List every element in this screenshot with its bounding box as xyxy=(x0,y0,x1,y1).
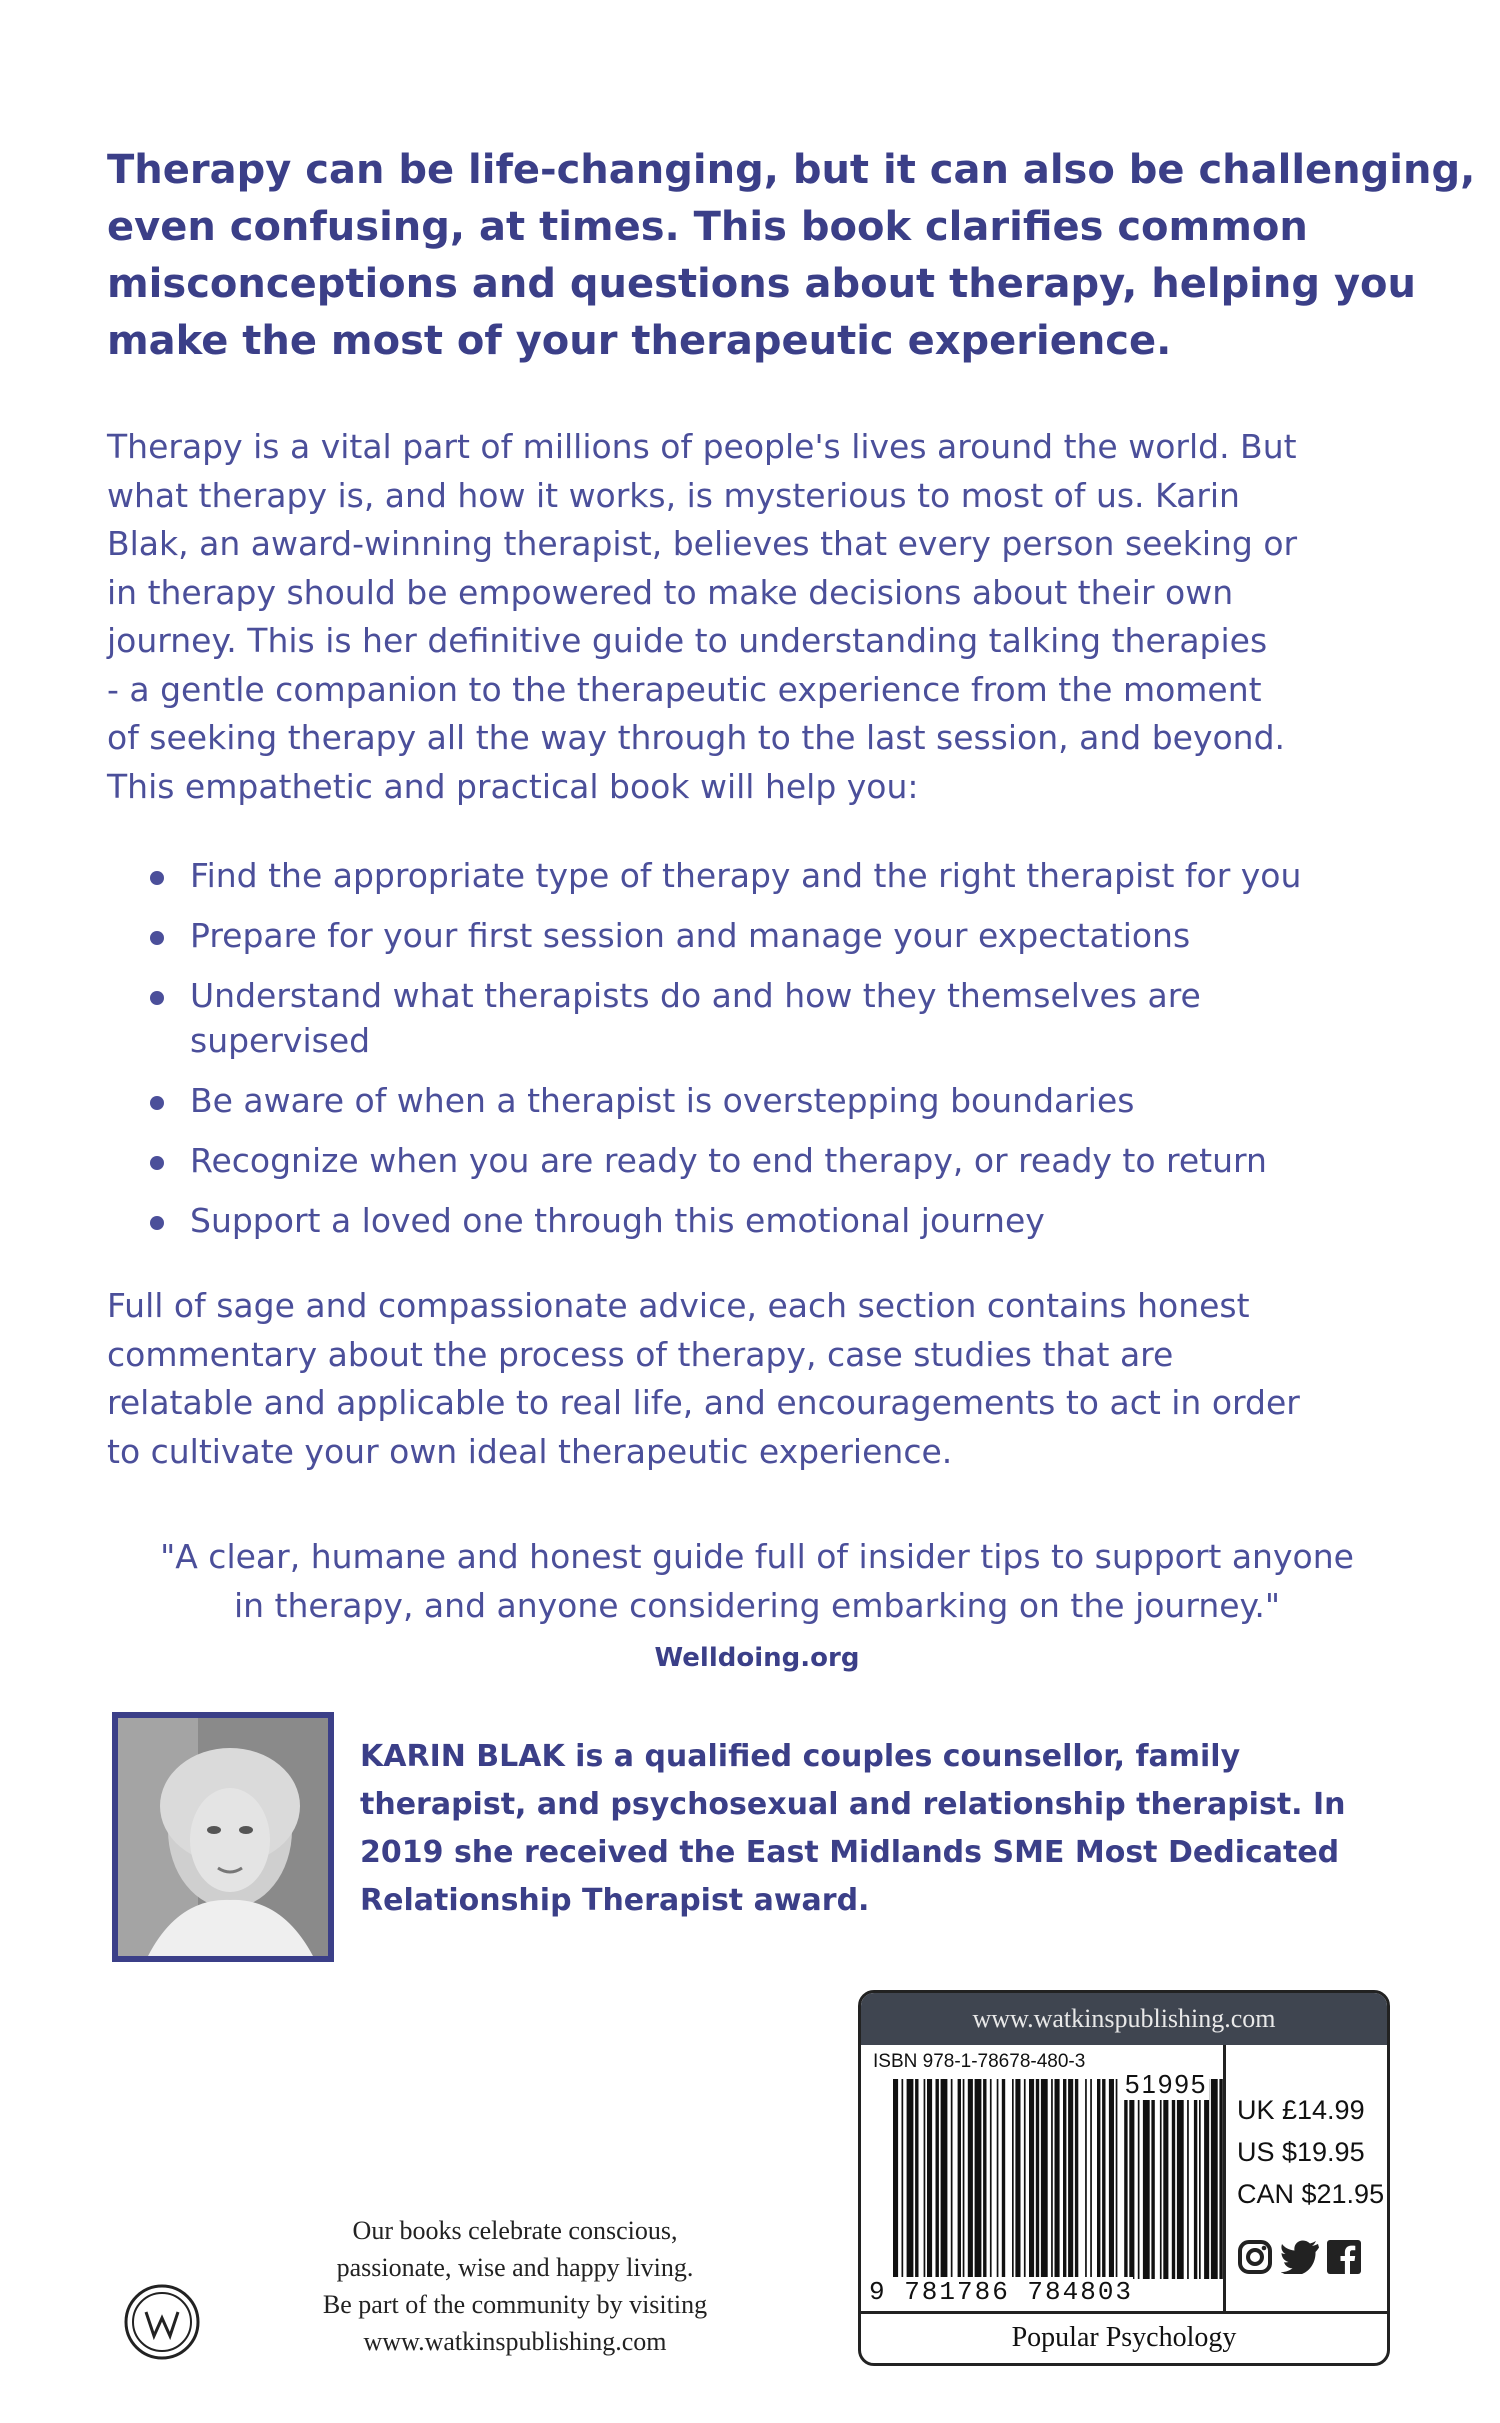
list-item: Find the appropriate type of therapy and the right therapist for you xyxy=(150,853,1380,898)
publisher-website: www.watkinspublishing.com xyxy=(861,1993,1387,2045)
barcode-bar xyxy=(1138,2079,1140,2279)
barcode-bar xyxy=(893,2079,898,2279)
barcode-bar xyxy=(975,2079,982,2279)
price-us: US $19.95 xyxy=(1237,2137,1365,2167)
barcode-bar xyxy=(1116,2079,1118,2279)
quote-line: in therapy, and anyone considering embarking on the journey." xyxy=(233,1586,1281,1625)
barcode-bar xyxy=(1029,2079,1034,2279)
barcode-bar xyxy=(990,2079,992,2279)
author-photo xyxy=(112,1712,334,1962)
list-item: Recognize when you are ready to end therapy, or ready to return xyxy=(150,1138,1380,1183)
intro-line: of seeking therapy all the way through to the last session, and beyond. xyxy=(107,718,1286,757)
list-item: Understand what therapists do and how they themselves are supervised xyxy=(150,973,1240,1063)
barcode-bar xyxy=(1024,2079,1026,2279)
price-uk: UK £14.99 xyxy=(1237,2095,1365,2125)
barcode-bar xyxy=(1204,2079,1209,2279)
barcode-bar xyxy=(1143,2079,1150,2279)
price-list xyxy=(1237,2089,1385,2215)
bullet-icon xyxy=(150,1156,164,1170)
barcode-bar xyxy=(997,2079,999,2279)
list-item: Support a loved one through this emotional journey xyxy=(150,1198,1380,1243)
barcode-bar xyxy=(1002,2079,1005,2279)
intro-line: what therapy is, and how it works, is mysterious to most of us. Karin xyxy=(107,475,1240,515)
barcode-bar xyxy=(924,2079,926,2279)
barcode-bar xyxy=(1055,2079,1060,2279)
barcode-bar xyxy=(1211,2079,1218,2279)
tagline-line: www.watkinspublishing.com xyxy=(363,2327,667,2356)
barcode-bar xyxy=(927,2079,932,2279)
social-icons xyxy=(1237,2237,1361,2277)
barcode-bar xyxy=(963,2079,965,2279)
headline xyxy=(107,142,1476,370)
intro-line: Therapy is a vital part of millions of people's lives around the world. But xyxy=(107,427,1297,466)
watkins-logo-icon xyxy=(122,2282,202,2362)
intro-line: - a gentle companion to the therapeutic experience from the moment xyxy=(107,669,1262,709)
barcode-panel xyxy=(858,1990,1390,2366)
list-item: Be aware of when a therapist is overstepping boundaries xyxy=(150,1078,1380,1123)
barcode-bar xyxy=(1187,2079,1189,2279)
barcode-bar xyxy=(907,2079,914,2279)
bullet-icon xyxy=(150,991,164,1005)
price-can: CAN $21.95 xyxy=(1237,2179,1385,2209)
twitter-icon xyxy=(1281,2240,1319,2274)
barcode-bar xyxy=(1160,2079,1162,2279)
summary-line: to cultivate your own ideal therapeutic experience. xyxy=(107,1431,953,1471)
author-portrait-icon xyxy=(118,1718,328,1956)
barcode-bar xyxy=(1068,2079,1073,2279)
barcode-bar xyxy=(1163,2079,1168,2279)
headline-line: misconceptions and questions about therapy, helping you xyxy=(107,261,1416,307)
bio-line: therapist, and psychosexual and relationship therapist. In xyxy=(360,1787,1346,1822)
ean-number: 9 781786 784803 xyxy=(869,2277,1134,2307)
barcode-bar xyxy=(1085,2079,1087,2279)
barcode-bar xyxy=(1097,2079,1100,2279)
barcode-icon xyxy=(893,2079,1223,2279)
barcode-bar xyxy=(1172,2079,1175,2279)
publisher-tagline xyxy=(305,2212,725,2360)
barcode-bar xyxy=(1051,2079,1053,2279)
barcode-bar xyxy=(1075,2079,1078,2279)
summary-paragraph xyxy=(107,1282,1407,1476)
barcode-bar xyxy=(941,2079,948,2279)
barcode-bar xyxy=(1194,2079,1197,2279)
facebook-icon xyxy=(1327,2240,1361,2274)
summary-line: commentary about the process of therapy, case studies that are xyxy=(107,1334,1174,1374)
barcode-bar xyxy=(1041,2079,1048,2279)
barcode-bar xyxy=(1177,2079,1184,2279)
endorsement-quote xyxy=(107,1532,1407,1630)
bullet-icon xyxy=(150,871,164,885)
author-name: KARIN BLAK xyxy=(360,1739,565,1774)
headline-line: make the most of your therapeutic experience. xyxy=(107,318,1172,364)
barcode-bar xyxy=(1129,2079,1134,2279)
tagline-line: Our books celebrate conscious, xyxy=(352,2216,678,2245)
barcode-bar xyxy=(1015,2079,1020,2279)
intro-line: in therapy should be empowered to make decisions about their own xyxy=(107,572,1234,612)
headline-line: Therapy can be life-changing, but it can also be challenging, xyxy=(107,147,1476,193)
barcode-bar xyxy=(1036,2079,1039,2279)
book-category: Popular Psychology xyxy=(1011,2322,1237,2353)
barcode-bar xyxy=(968,2079,973,2279)
author-bio: KARIN BLAK is a qualified couples counsellor, family therapist, and psychosexual and relationship therapist. In 2019 she received the East Midlands SME Most Dedicated Relationship Therapist award. xyxy=(360,1733,1360,1925)
summary-line: Full of sage and compassionate advice, each section contains honest xyxy=(107,1286,1250,1325)
divider xyxy=(861,2311,1387,2314)
isbn-number: ISBN 978-1-78678-480-3 xyxy=(873,2051,1086,2072)
bio-line: Relationship Therapist award. xyxy=(360,1883,870,1918)
barcode-bar xyxy=(983,2079,986,2279)
instagram-icon xyxy=(1237,2239,1273,2275)
barcode-bar xyxy=(1102,2079,1105,2279)
benefits-list xyxy=(150,853,1380,1258)
barcode-bar xyxy=(936,2079,939,2279)
tagline-line: passionate, wise and happy living. xyxy=(336,2253,694,2282)
barcode-bar xyxy=(1124,2079,1127,2279)
bullet-icon xyxy=(150,1096,164,1110)
tagline-line: Be part of the community by visiting xyxy=(322,2290,708,2319)
intro-line: Blak, an award-winning therapist, believes that every person seeking or xyxy=(107,524,1298,563)
bullet-icon xyxy=(150,1216,164,1230)
barcode-bar xyxy=(958,2079,961,2279)
barcode-bar xyxy=(1151,2079,1154,2279)
barcode-bar xyxy=(1109,2079,1114,2279)
barcode-bar xyxy=(1090,2079,1092,2279)
barcode-bar xyxy=(915,2079,918,2279)
headline-line: even confusing, at times. This book clarifies common xyxy=(107,204,1308,250)
barcode-bar xyxy=(1063,2079,1066,2279)
barcode-bar xyxy=(1199,2079,1201,2279)
intro-line: This empathetic and practical book will help you: xyxy=(107,766,919,806)
bullet-icon xyxy=(150,931,164,945)
price-code: 51995 xyxy=(1125,2069,1208,2099)
barcode-bar xyxy=(951,2079,953,2279)
intro-paragraph xyxy=(107,423,1407,811)
bio-line: 2019 she received the East Midlands SME Most Dedicated xyxy=(360,1835,1340,1870)
intro-line: journey. This is her definitive guide to understanding talking therapies xyxy=(107,621,1268,660)
barcode-bar xyxy=(902,2079,904,2279)
divider xyxy=(1223,2045,1226,2311)
quote-line: "A clear, humane and honest guide full of insider tips to support anyone xyxy=(160,1537,1354,1576)
list-item: Prepare for your first session and manage your expectations xyxy=(150,913,1380,958)
summary-line: relatable and applicable to real life, and encouragements to act in order xyxy=(107,1383,1300,1422)
barcode-bar xyxy=(1012,2079,1014,2279)
quote-source: Welldoing.org xyxy=(654,1643,860,1673)
